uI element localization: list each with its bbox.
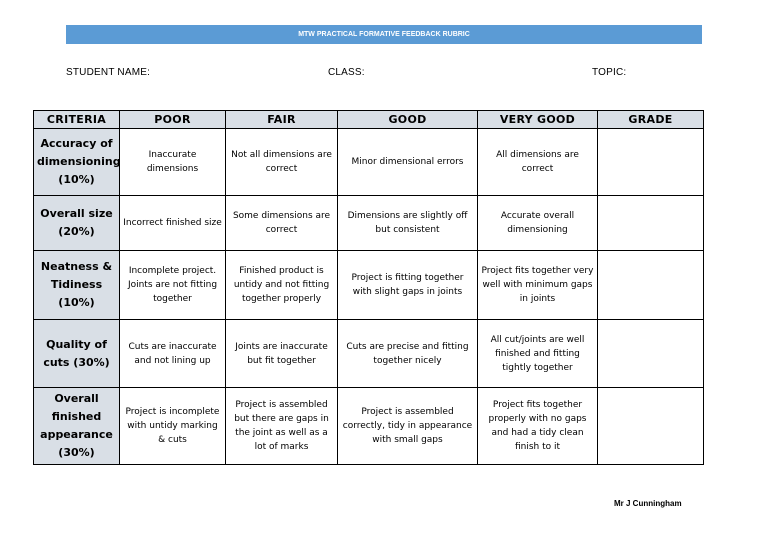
fair-cell: Project is assembled but there are gaps in the joint as well as a lot of marks: [226, 388, 338, 465]
poor-cell: Incorrect finished size: [120, 196, 226, 251]
header-poor: POOR: [120, 111, 226, 129]
fair-cell: Some dimensions are correct: [226, 196, 338, 251]
grade-cell[interactable]: [598, 196, 704, 251]
good-cell: Project is fitting together with slight gaps in joints: [338, 251, 478, 320]
poor-cell: Cuts are inaccurate and not lining up: [120, 320, 226, 388]
header-grade: GRADE: [598, 111, 704, 129]
table-row: [34, 196, 704, 251]
criteria-cell: Overall size (20%): [34, 196, 120, 251]
header-criteria: CRITERIA: [34, 111, 120, 129]
good-cell: Project is assembled correctly, tidy in appearance with small gaps: [338, 388, 478, 465]
good-cell: Dimensions are slightly off but consistent: [338, 196, 478, 251]
grade-cell[interactable]: [598, 388, 704, 465]
poor-cell: Incomplete project. Joints are not fitting together: [120, 251, 226, 320]
very-good-cell: All dimensions are correct: [478, 129, 598, 196]
table-row: [34, 129, 704, 196]
very-good-cell: Accurate overall dimensioning: [478, 196, 598, 251]
very-good-cell: Project fits together very well with minimum gaps in joints: [478, 251, 598, 320]
fair-cell: Not all dimensions are correct: [226, 129, 338, 196]
table-row: [34, 320, 704, 388]
student-name-label: STUDENT NAME:: [66, 67, 151, 78]
rubric-table: [33, 110, 704, 465]
fair-cell: Joints are inaccurate but fit together: [226, 320, 338, 388]
very-good-cell: All cut/joints are well finished and fitting tightly together: [478, 320, 598, 388]
header-fair: FAIR: [226, 111, 338, 129]
grade-cell[interactable]: [598, 320, 704, 388]
fair-cell: Finished product is untidy and not fitting together properly: [226, 251, 338, 320]
poor-cell: Project is incomplete with untidy marking & cuts: [120, 388, 226, 465]
criteria-cell: Accuracy of dimensioning (10%): [34, 129, 120, 196]
criteria-cell: Overall finished appearance (30%): [34, 388, 120, 465]
teacher-signature: Mr J Cunningham: [614, 499, 682, 508]
good-cell: Cuts are precise and fitting together nicely: [338, 320, 478, 388]
very-good-cell: Project fits together properly with no gaps and had a tidy clean finish to it: [478, 388, 598, 465]
table-row: [34, 388, 704, 465]
criteria-cell: Quality of cuts (30%): [34, 320, 120, 388]
table-row: [34, 251, 704, 320]
good-cell: Minor dimensional errors: [338, 129, 478, 196]
grade-cell[interactable]: [598, 251, 704, 320]
topic-label: TOPIC:: [592, 67, 627, 78]
class-label: CLASS:: [328, 67, 365, 78]
header-good: GOOD: [338, 111, 478, 129]
criteria-cell: Neatness & Tidiness (10%): [34, 251, 120, 320]
rubric-title-banner: MTW PRACTICAL FORMATIVE FEEDBACK RUBRIC: [66, 25, 702, 44]
grade-cell[interactable]: [598, 129, 704, 196]
header-very-good: VERY GOOD: [478, 111, 598, 129]
poor-cell: Inaccurate dimensions: [120, 129, 226, 196]
header-row: [34, 111, 704, 129]
